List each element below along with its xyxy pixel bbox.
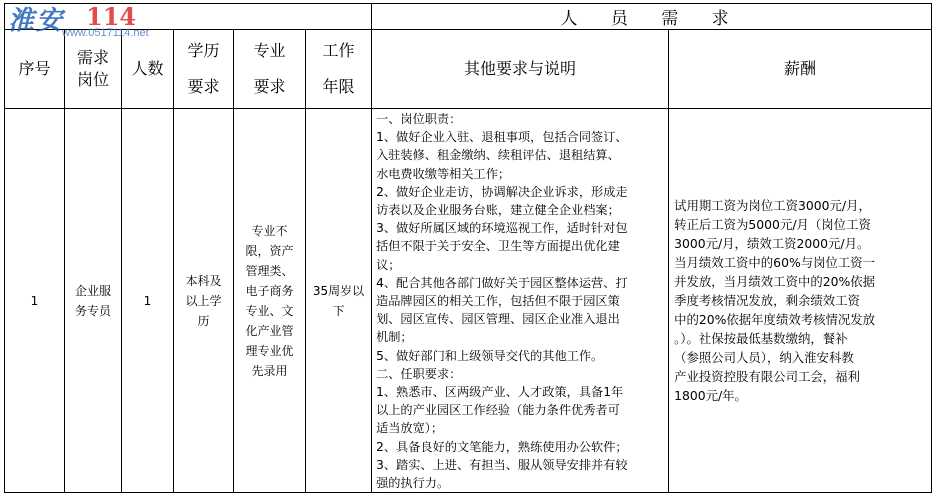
- description-line: 2、具备良好的文笔能力，熟练使用办公软件；: [376, 439, 628, 454]
- cell-seq: 1: [5, 109, 65, 493]
- salary-line: 产业投资控股有限公司工会，福利: [674, 369, 860, 385]
- description-line: 入驻装修、租金缴纳、续租评估、退租结算、: [376, 148, 620, 163]
- description-line: 划、园区宣传、园区管理、园区企业准入退出: [376, 312, 620, 327]
- description-line: 机制；: [376, 330, 413, 345]
- header-edu: [174, 30, 234, 109]
- recruitment-table: [4, 3, 932, 493]
- cell-edu-line: 历: [197, 313, 210, 328]
- header-major-line1: 专业: [253, 41, 286, 60]
- header-age-line1: 工作: [322, 41, 355, 60]
- cell-age-line: 下: [332, 303, 345, 318]
- description-line: 4、配合其他各部门做好关于园区整体运营、打: [376, 275, 628, 290]
- description-line: 1、熟悉市、区两级产业、人才政策，具备1年: [376, 385, 624, 400]
- header-edu-line1: 学历: [187, 41, 220, 60]
- cell-salary: [669, 109, 932, 493]
- title-spacer: [5, 4, 372, 30]
- watermark-logo-number: 114: [86, 2, 137, 31]
- header-major: [234, 30, 306, 109]
- cell-major-line: 化产业管: [245, 323, 294, 338]
- header-post: [65, 30, 122, 109]
- description-line: 水电费收缴等相关工作；: [376, 166, 511, 181]
- cell-count: 1: [122, 109, 174, 493]
- cell-post-line: 务专员: [74, 303, 111, 318]
- description-line: 1、做好企业入驻、退租事项，包括合同签订、: [376, 130, 628, 145]
- description-line: 适当放宽）；: [376, 421, 444, 436]
- cell-description: [372, 109, 669, 493]
- cell-major-line: 理专业优: [245, 343, 294, 358]
- header-post-line1: 需求: [76, 48, 109, 67]
- description-line: 二、任职要求：: [376, 366, 462, 381]
- cell-major-line: 限，资产: [245, 243, 294, 258]
- table-row: [5, 109, 932, 493]
- description-line: 一、岗位职责：: [376, 112, 462, 126]
- salary-line: 转正后工资为5000元/月（岗位工资: [674, 217, 871, 233]
- cell-age: [306, 109, 372, 493]
- description-line: 强的执行力。: [376, 476, 450, 491]
- cell-edu-line: 本科及: [185, 273, 222, 288]
- cell-age-line: 35周岁以: [312, 283, 365, 298]
- salary-line: （参照公司人员），纳入淮安科教: [674, 350, 854, 366]
- header-age: [306, 30, 372, 109]
- description-line: 3、做好所属区域的环境巡视工作，适时针对包: [376, 221, 628, 236]
- description-line: 议；: [376, 257, 401, 272]
- cell-major-line: 专业、文: [245, 303, 294, 318]
- cell-major-line: 先录用: [251, 363, 288, 378]
- salary-line: 3000元/月，绩效工资2000元/月。: [674, 236, 870, 252]
- salary-line: 1800元/年。: [674, 388, 747, 404]
- description-line: 括但不限于关于安全、卫生等方面提出优化建: [376, 239, 620, 254]
- description-line: 3、踏实、上进、有担当、服从领导安排并有较: [376, 457, 628, 472]
- cell-edu: [174, 109, 234, 493]
- watermark-logo-text: 淮安: [8, 6, 65, 36]
- header-desc: 其他要求与说明: [372, 30, 669, 109]
- header-salary: 薪酬: [669, 30, 932, 109]
- description-line: 5、做好部门和上级领导交代的其他工作。: [376, 348, 604, 363]
- header-seq: 序号: [5, 30, 65, 109]
- table-title: 人 员 需 求: [372, 4, 932, 30]
- watermark-url: www.0517114.net: [62, 27, 149, 39]
- recruitment-table-container: [4, 3, 931, 491]
- description-line: 访表以及企业服务台账，建立健全企业档案；: [376, 203, 620, 218]
- header-count: 人数: [122, 30, 174, 109]
- cell-edu-line: 以上学: [185, 293, 222, 308]
- header-age-line2: 年限: [322, 77, 355, 96]
- salary-line: 当月绩效工资中的60%与岗位工资一: [674, 255, 876, 271]
- cell-post: [65, 109, 122, 493]
- salary-line: 中的20%依据年度绩效考核情况发放: [674, 312, 876, 328]
- salary-line: 并发放，当月绩效工资中的20%依据: [674, 274, 876, 290]
- description-line: 造品牌园区的相关工作，包括但不限于园区策: [376, 294, 620, 309]
- cell-major-line: 电子商务: [245, 283, 294, 298]
- header-major-line2: 要求: [253, 77, 286, 96]
- cell-major: [234, 109, 306, 493]
- description-line: 2、做好企业走访，协调解决企业诉求，形成走: [376, 184, 628, 199]
- header-post-line2: 岗位: [76, 70, 109, 89]
- description-line: 以上的产业园区工作经验（能力条件优秀者可: [376, 403, 620, 418]
- salary-line: 。）。社保按最低基数缴纳，餐补: [674, 331, 848, 347]
- header-edu-line2: 要求: [187, 77, 220, 96]
- salary-line: 季度考核情况发放，剩余绩效工资: [674, 293, 860, 309]
- cell-major-line: 专业不: [251, 223, 288, 238]
- cell-post-line: 企业服: [74, 283, 111, 298]
- salary-line: 试用期工资为岗位工资3000元/月，: [674, 198, 871, 214]
- cell-major-line: 管理类、: [245, 263, 294, 278]
